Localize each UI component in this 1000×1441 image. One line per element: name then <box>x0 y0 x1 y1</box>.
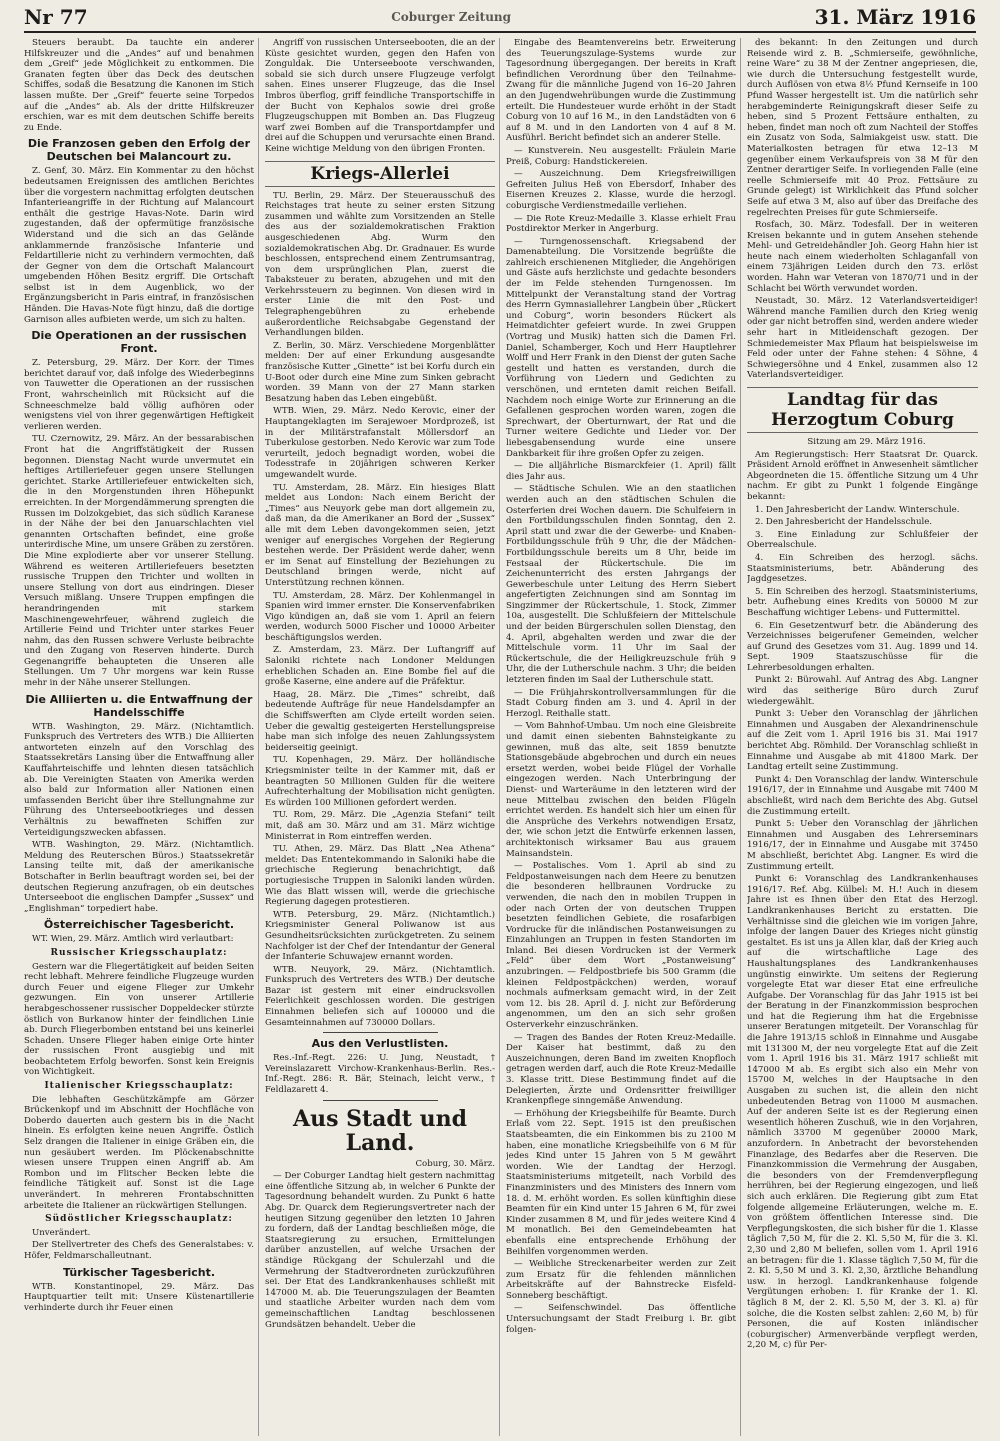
article-text: TU. Amsterdam, 28. März. Ein hiesiges Blatt meldet aus London: Nach einem Bericht der „Times“ aus Neuyork gebe man dort allgemein zu, daß man, da die Amerikaner an Bord der „Sussex“ alle mit dem Leben davongekommen seien, jetzt weniger auf energisches Vorgehen der Regierung bestehen werde. Der Präsident werde daher, wenn er im Senat auf Einstellung der Beziehungen zu Deutschland bringen werde, nicht auf Unterstützung rechnen können. <box>265 482 495 588</box>
section-divider <box>323 1100 438 1101</box>
article-text: WTB. Petersburg, 29. März. (Nichtamtlich.) Kriegsminister General Poliwanow ist aus Gesundheitsrücksichten zurückgetreten. Zu seinem Nachfolger ist der Chef der Intendantur der General der Infanterie Schuwajew ernannt worden. <box>265 909 495 963</box>
agenda-item: 5. Ein Schreiben des herzogl. Staatsministeriums, betr. Aufhebung eines Kredits von 50000 M zur Beschaffung wichtiger Lebens- und Futtermittel. <box>747 586 978 618</box>
headline-stadt-und-land: Aus Stadt und Land. <box>293 1105 467 1156</box>
article-text: Res.-Inf.-Regt. 226: U. Jung, Neustadt, † Vereinslazarett Virchow-Krankenhaus-Berlin. Res.-Inf.-Regt. 286: R. Bär, Steinach, leicht verw., † Feldlazarett 4. <box>265 1053 495 1096</box>
headline-merchant-ships: Die Alliierten u. die Entwaffnung der Handelsschiffe <box>25 692 253 719</box>
article-text: des bekannt: In den Zeitungen und durch Reisende wird z. B. „Schmierseife, gewöhnliche, reine Ware“ zu 38 M der Zentner angepriesen, die, wie durch die Untersuchung festgestellt wurde, durch Auflösen von etwa 8½ Pfund Kernseife in 100 Pfund Wasser hergestellt ist. Um die natürlich sehr herabgeminderte Reinigungskraft dieser Seife zu heben, sind 5 Prozent Fettsäure enthalten, zu heben, findet man noch oft zum Nachteil der Stoffes ein Zusatz von Soda, Salmiakgeist usw. statt. Die Materialkosten betragen für etwa 12–13 M gegenüber einem Verkaufspreis von 38 M für den Zentner derartiger Seife. In vorliegenden Falle (eine reelle Schmierseife mit 40 Proz. Fettsäure zu Grunde gelegt) ist Wirklichkeit das Pfund solcher Seife auf etwa 3 M, also auf über das Dreifache des regelrechten Preises für gute Schmierseife. <box>747 38 978 218</box>
article-text: — Städtische Schulen. Wie an den staatlichen werden auch an den städtischen Schulen die Osterferien drei Wochen dauern. Die Schulfeiern in den Fortbildungsschulen finden Sonntag, den 2. April statt und zwar die der Gewerbe- und Knaben-Fortbildungsschule früh 9 Uhr, die der Mädchen-Fortbildungsschule bereits um 8 Uhr, beide im Festsaal der Rückertschule. Die im Zeichenunterricht des ersten Jahrgangs der Gewerbeschule unter Leitung des Herrn Siebert angefertigten Zeichnungen sind am Sonntag im Singzimmer der Rückertschule, 1. Stock, Zimmer 10a, ausgestellt. Die Schlußfeiern der Mittelschule und der beiden Bürgerschulen sollen Dienstag, den 4. April, abgehalten werden und zwar die der Mittelschule vorm. 11 Uhr im Saal der Rückertschule, die der Heiligkreuzschule früh 9 Uhr, die der Lutherschule nachm. 3 Uhr; die beiden letzteren finden im Saal der Lutherschule statt. <box>506 484 736 686</box>
article-text: Punkt 5: Ueber den Voranschlag der jährlichen Einnahmen und Ausgaben des Lehrerseminars 1916/17, der in Einnahme und Ausgabe mit 37450 M abschließt, berichtet Abg. Langner. Es wird die Zustimmung erteilt. <box>747 819 978 872</box>
issue-date: 31. März 1916 <box>814 5 976 29</box>
article-text: — Erhöhung der Kriegsbeihilfe für Beamte. Durch Erlaß vom 22. Sept. 1915 ist den preußischen Staatsbeamten, die ein Einkommen bis zu 2100 M haben, eine monatliche Kriegsbeihilfe von 6 M für jedes Kind unter 15 Jahren von 5 M gewährt worden. Wie der Landtag der Herzogl. Staatsministeriums mitgeteilt, nach Vorbild des Finanzministers und des Ministers des Innern vom 18. d. M. erhöht worden. Es sollen künftighin diese Beamten für ein Kind unter 15 Jahren 6 M, für zwei Kinder zusammen 8 M, und für jedes weitere Kind 4 M monatlich. Bei den Gemeindebeamten hat ebenfalls eine entsprechende Erhöhung der Beihilfen vorgenommen werden. <box>506 1108 736 1257</box>
article-text: — Seifenschwindel. Das öffentliche Untersuchungsamt der Stadt Freiburg i. Br. gibt folgen- <box>506 1303 736 1335</box>
article-text: WTB. Neuyork, 29. März. (Nichtamtlich. Funkspruch des Vertreters des WTB.) Der deutsche Bazar ist gestern mit einer eindrucksvollen Feierlichkeit geschlossen worden. Die gestrigen Einnahmen beliefen sich auf 100000 und die Gesamteinnahmen auf 730000 Dollars. <box>265 964 495 1028</box>
agenda-item: 2. Den Jahresbericht der Handelsschule. <box>755 517 933 528</box>
article-text: Rosfach, 30. März. Todesfall. Der in weiteren Kreisen bekannte und in gutem Ansehen stehende Mehl- und Getreidehändler Joh. Georg Hahn hier ist heute nach einem wiederholten Schlaganfall von einem 73jährigen Leiden durch den 73. erlöst worden. Hahn war Veteran von 1870/71 und in der Schlacht bei Wörth verwundet worden. <box>747 220 978 294</box>
column-2 <box>265 38 500 1436</box>
article-text: Punkt 4: Den Voranschlag der landw. Winterschule 1916/17, der in Einnahme und Ausgabe mit 7400 M abschließt, wird nach dem Berichte des Abg. Gutsel die Zustimmung erteilt. <box>747 774 978 817</box>
subheading-russian-theatre: Russischer Kriegsschauplatz: <box>50 947 228 958</box>
article-text: Z. Genf, 30. März. Ein Kommentar zu den höchst bedeutsamen Ereignissen des amtlichen Berichtes über die vorgestern nachmittag erfolgten deutschen Infanterieangriffe in der Richtung auf Malancourt enthält die gestrige Havas-Note. Darin wird zugestanden, daß der opfermütige französische Widerstand und die sich an das Gelände anklammernde französische Infanterie und Feldartillerie nicht zu verhindern vermochten, daß der Gegner von dem die Ortschaft Malancourt umgebenden Höhen Besitz ergriff. Die Ortschaft selbst ist in dem Augenblick, wo der Ergänzungsbericht in Paris eintraf, in französischen Händen. Die Havas-Note fügt hinzu, daß die dortige Garnison alles aufbieten werde, um sich zu halten. <box>24 166 254 325</box>
article-text: WTB. Konstantinopel, 29. März. Das Hauptquartier teilt mit: Unsere Küstenartillerie verhinderte durch ihr Feuer einen <box>24 1281 254 1313</box>
article-text: Angriff von russischen Unterseebooten, die an der Küste gesichtet wurden, gegen den Hafen von Zonguldak. Die Unterseeboote verschwanden, sobald sie sich durch unsere Flugzeuge verfolgt sahen. Eines unserer Flugzeuge, das die Insel Imbros überflog, griff feindliche Transportschiffe in der Bucht von Kephalos sowie drei große Flugzeugschuppen mit Bomben an. Das Flugzeug warf zwei Bomben auf die Transportdampfer und drei auf die Schuppen und verursachte einen Brand. Keine wichtige Meldung von den übrigen Fronten. <box>265 38 495 154</box>
article-text: — Auszeichnung. Dem Kriegsfreiwilligen Gefreiten Julius Heß von Ebersdorf, Inhaber des Eisernen Kreuzes 2. Klasse, wurde die herzogl. coburgische Verdienstmedaille verliehen. <box>506 169 736 211</box>
article-text: Gestern war die Fliegertätigkeit auf beiden Seiten recht lebhaft. Mehrere feindliche Flugzeuge wurden durch Feuer und eigene Flieger zur Umkehr gezwungen. Ein von unserer Artillerie herabgeschossener russischer Doppeldecker stürzte östlich von Burkanow hinter der feindlichen Linie ab. Durch Fliegerbomben entstand bei uns keinerlei Schaden. Unsere Flieger haben einige Orte hinter der russischen Front ausgiebig und mit beobachtetem Erfolg beworfen. Sonst kein Ereignis von Wichtigkeit. <box>24 961 254 1078</box>
article-text: — Die alljährliche Bismarckfeier (1. April) fällt dies Jahr aus. <box>506 461 736 482</box>
article-text: Eingabe des Beamtenvereins betr. Erweiterung des Teuerungszulage-Systems wurde zur Tagesordnung übergegangen. Der bereits in Kraft befindlichen Verordnung über den Teilnahme-Zwang für die männliche Jugend von 16–20 Jahren an den Jugendwehrübungen wurde die Zustimmung erteilt. Die Hundesteuer wurde erhöht in der Stadt Coburg von 10 auf 16 M., in den Landstädten von 6 auf 8 M. und in den Landorten von 4 auf 8 M. Ausführl. Bericht befindet sich an anderer Stelle. <box>506 38 736 144</box>
article-text: WTB. Washington, 29. März. (Nichtamtlich. Meldung des Reuterschen Büros.) Staatssekretär Lansing teilte mit, daß der amerikanische Botschafter in Berlin beauftragt worden sei, bei der deutschen Regierung anzufragen, ob ein deutsches Unterseeboot die englischen Dampfer „Sussex“ und „Englishman“ torpediert habe. <box>24 840 254 914</box>
article-text: Steuers beraubt. Da tauchte ein anderer Hilfskreuzer und die „Andes“ auf und benahmen dem „Greif“ jede Möglichkeit zu entkommen. Die Granaten fegten über das Deck des deutschen Schiffes, sodaß die Besatzung die Kanonen im Stich lassen mußte. Der „Greif“ feuerte seine Torpedos auf die „Andes“ ab. Als der dritte Hilfskreuzer erschien, war es mit dem deutschen Schiffe bereits zu Ende. <box>24 38 254 133</box>
article-text: Unverändert. <box>32 1227 91 1238</box>
article-text: Z. Berlin, 30. März. Verschiedene Morgenblätter melden: Der auf einer Erkundung ausgesandte französische Kutter „Ginette“ ist bei Korfu durch ein U-Boot oder durch eine Mine zum Sinken gebracht worden. 39 Mann von der 27 Mann starken Besatzung haben das Leben eingebüßt. <box>265 340 495 404</box>
column-3 <box>506 38 741 1436</box>
article-text: Punkt 3: Ueber den Voranschlag der jährlichen Einnahmen und Ausgaben der Alexandrinenschule auf die Zeit vom 1. April 1916 bis 31. Mai 1917 berichtet Abg. Römhild. Der Voranschlag schließt in Einnahme und Ausgabe ab mit 41800 Mark. Der Landtag erteilt seine Zustimmung. <box>747 709 978 773</box>
headline-kriegs-allerlei: Kriegs-Allerlei <box>265 161 495 187</box>
article-text: Der Stellvertreter des Chefs des Generalstabes: v. Höfer, Feldmarschalleutnant. <box>24 1240 254 1261</box>
article-text: Am Regierungstisch: Herr Staatsrat Dr. Quarck. Präsident Arnold eröffnet in Anwesenheit sämtlicher Abgeordneten die 15. öffentliche Sitzung um 4 Uhr nachm. Er gibt zu Punkt 1 folgende Eingänge bekannt: <box>747 449 978 502</box>
masthead-name: Coburger Zeitung <box>391 10 512 24</box>
article-text: — Die Frühjahrskontrollversammlungen für die Stadt Coburg finden am 3. und 4. April in der Herzogl. Reithalle statt. <box>506 687 736 719</box>
article-text: TU. Rom, 29. März. Die „Agenzia Stefani“ teilt mit, daß am 30. März und am 31. März wichtige Ministerrat in Rom eintreffen werden. <box>265 810 495 842</box>
article-text: WT. Wien, 29. März. Amtlich wird verlautbart: <box>32 934 234 945</box>
article-text: Punkt 2: Bürowahl. Auf Antrag des Abg. Langner wird das seitherige Büro durch Zuruf wiedergewählt. <box>747 675 978 707</box>
subheading-southeast-theatre: Südöstlicher Kriegsschauplatz: <box>45 1214 233 1225</box>
article-text: — Die Rote Kreuz-Medaille 3. Klasse erhielt Frau Postdirektor Merker in Angerburg. <box>506 213 736 235</box>
column-4 <box>747 38 982 1436</box>
article-text: — Der Coburger Landtag hielt gestern nachmittag eine öffentliche Sitzung ab, in welcher 6 Punkte der Tagesordnung behandelt wurden. Zu Punkt 6 hatte Abg. Dr. Quarck dem Regierungsvertreter nach der heutigen Sitzung gegenüber den letzten 10 Jahren zu fordern, daß der Landtag beschließen möge, die Staatsregierung zu ersuchen, Ermittelungen darüber anzustellen, auf welche Ursachen der ständige Rückgang der Schulerzahl und die Vermehrung der Stadtverordneten zurückzuführen sei. Der Etat des Landkrankenhauses schließt mit 147000 M. ab. Die Teuerungszulagen der Beamten und staatliche Arbeiter wurden nach dem vom gemeinschaftlichen Landtag beschlossenen Grundsätzen behandelt. Ueber die <box>265 1171 495 1330</box>
article-text: TU. Berlin, 29. März. Der Steuerausschuß des Reichstages trat heute zu seiner ersten Sitzung zusammen und wählte zum Vorsitzenden an Stelle des aus der sozialdemokratischen Fraktion ausgeschiedenen Abg. Wurm den sozialdemokratischen Abg. Dr. Gradnauer. Es wurde beschlossen, entsprechend einem Zentrumsantrag, von dem ursprünglichen Plan, zuerst die Tabaksteuer zu beraten, abzugehen und mit den Verkehrssteuern zu beginnen. Von diesen wird in erster Linie die mit den Post- und Telegraphengebühren zu erhebende außerordentliche Reichsabgabe Gegenstand der Verhandlungen bilden. <box>265 190 495 339</box>
agenda-item: 1. Den Jahresbericht der Landw. Winterschule. <box>755 504 960 515</box>
article-text: — Weibliche Streckenarbeiter werden zur Zeit zum Ersatz für die fehlenden männlichen Arbeitskräfte auf der Bahnstrecke Eisfeld-Sonneberg beschäftigt. <box>506 1259 736 1301</box>
article-text: Neustadt, 30. März. 12 Vaterlandsverteidiger! Während manche Familien durch den Krieg wenig oder gar nicht betroffen sind, werden andere wieder sehr hart in Mitleidenschaft gezogen. Der Schmiedemeister Max Pflaum hat beispielsweise im Feld oder unter der Fahne stehen: 4 Söhne, 4 Schwiegersöhne und 4 Enkel, zusammen also 12 Vaterlandsverteidiger. <box>747 296 978 381</box>
issue-number: Nr 77 <box>24 5 88 29</box>
headline-austrian-report: Österreichischer Tagesbericht. <box>43 918 235 932</box>
headline-landtag-coburg: Landtag für das Herzogtum Coburg <box>747 387 978 433</box>
headline-russian-front: Die Operationen an der russischen Front. <box>31 329 247 356</box>
subheading-italian-theatre: Italienischer Kriegsschauplatz: <box>44 1081 234 1092</box>
article-text: — Turngenossenschaft. Kriegsabend der Damenabteilung. Die Vorsitzende begrüßte die zahlreich erschienenen Mitglieder, die Angehörigen und Gäste aufs herzlichste und gedachte besonders der im Felde stehenden Turngenossen. Im Mittelpunkt der Veranstaltung stand der Vortrag des Herrn Gymnasiallehrer Langbein über „Rückert und Coburg“, worin besonders Rückert als Heimatdichter gefeiert wurde. In zwei Gruppen (Vortrag und Musik) hatten sich die Damen Frl. Daniel, Schamberger, Koch und Herr Hauptlehrer Wolff und Herr Frank in den Dienst der guten Sache gestellt und hatten es verstanden, durch die Vorführung von Liedern und Gedichten zu verschönen, und ernteten damit reichen Beifall. Nachdem noch einige Worte zur Erinnerung an die Gefallenen gesprochen worden waren, zogen die Sprechwart, der Oberturnwart, der Rat und die Turner weitere Gedichte und Lieder vor. Der liebesgabensendung wurde eine unsere Dankbarkeit für ihre großen Opfer zu zeigen. <box>506 236 736 459</box>
agenda-item: 4. Ein Schreiben des herzogl. sächs. Staatsministeriums, betr. Abänderung des Jagdgesetzes. <box>747 552 978 585</box>
article-text: Die lebhaften Geschützkämpfe am Görzer Brückenkopf und im Abschnitt der Hochfläche von Doberdo dauerten auch gestern bis in die Nacht hinein. Es erfolgten keine neuen Angriffe. Östlich Selz drangen die Italiener in einige Gräben ein, die nun gesäubert werden. Im Plöckenabschnitte wiesen unsere Truppen einen Angriff ab. Am Rombon und im Flitscher Becken lebte die feindliche Tätigkeit auf. Sonst ist die Lage unverändert. In mehreren Frontabschnitten arbeitete die Italiener an rückwärtigen Stellungen. <box>24 1094 254 1211</box>
agenda-item: 3. Eine Einladung zur Schlußfeier der Oberrealschule. <box>747 529 978 551</box>
section-divider <box>323 1032 438 1033</box>
article-text: — Kunstverein. Neu ausgestellt: Fräulein Marie Preiß, Coburg: Handstickereien. <box>506 145 736 167</box>
article-text: Haag, 28. März. Die „Times“ schreibt, daß bedeutende Aufträge für neue Handelsdampfer an die Schiffswerften am Clyde erteilt worden seien. Ueber die gewaltig gesteigerten Herstellungspreise habe man sich infolge des neuen Zahlungssystem beiderseitig geeinigt. <box>265 689 495 753</box>
article-text: WTB. Wien, 29. März. Nedo Kerovic, einer der Hauptangeklagten im Serajewoer Mordprozeß, ist in der Militärstrafanstalt Möllersdorf an Tuberkulose gestorben. Nedo Kerovic war zum Tode verurteilt, jedoch begnadigt worden, wobei die Todesstrafe in 20jährigen schweren Kerker umgewandelt wurde. <box>265 406 495 480</box>
page-header <box>24 6 976 28</box>
article-text: Z. Amsterdam, 23. März. Der Luftangriff auf Saloniki richtete nach Londoner Meldungen erheblichen Schaden an. Eine Bombe fiel auf die große Kaserne, eine andere auf die Präfektur. <box>265 645 495 688</box>
dateline: Coburg, 30. März. <box>415 1158 495 1169</box>
article-text: TU. Amsterdam, 28. März. Der Kohlenmangel in Spanien wird immer ernster. Die Konservenfabriken Vigo kündigen an, daß sie vom 1. April an feiern werden, wodurch 5000 Fischer und 10000 Arbeiter beschäftigungslos werden. <box>265 590 495 643</box>
headline-turkish-report: Türkischer Tagesbericht. <box>62 1265 216 1279</box>
article-text: TU. Czernowitz, 29. März. An der bessarabischen Front hat die Angriffstätigkeit der Russen begonnen. Dienstag Nacht wurde unvermutet ein heftiges Artilleriefeuer gegen unsere Stellungen gerichtet. Starke Artilleriefeuer entwickelten sich, die in den Morgenstunden ihren Höhepunkt erreichten. In der Morgendämmerung sprengten die Russen im Dolzokgebiet, das sich südlich Karanese in der Nähe der bei den Januarschlachten viel genannten Ortschaften befindet, eine große unterirdische Mine, um unsere Gräben zu zerstören. Die Mine explodierte aber vor unserer Stellung. Während es weiteren Artilleriefeuers besetzten russische Truppen den Trichter und wollten in unsere Stellung von dort aus eindringen. Dieser Versuch mißlang. Unsere Truppen empfingen die herandringenden mit starkem Maschinengewehrfeuer, während zugleich die Artillerie Feind und Trichter unter starkes Feuer nahm, das den Russen schwere Verluste beibrachte und den Zugang von Reserven hinderte. Durch Gegenangriffe behaupteten die Unseren alle Stellungen. Um 7 Uhr morgens war kein Russe mehr in der Nähe unserer Stellungen. <box>24 434 255 689</box>
column-1 <box>24 38 259 1436</box>
agenda-item: 6. Ein Gesetzentwurf betr. die Abänderung des Verzeichnisses beigerufener Gemeinden, welcher auf Grund des Gesetzes vom 31. Aug. 1899 und 14. Sept. 1909 Staatszuschüsse für die Lehrerbesoldungen erhalten. <box>747 620 978 673</box>
article-text: Z. Petersburg, 29. März. Der Korr. der Times berichtet darauf vor, daß infolge des Wiederbeginns von Tauwetter die Operationen an der russischen Front, wahrscheinlich mit Rücksicht auf die Schneeschmelze bald völlig aufhören oder wenigstens viel von ihrer gegenwärtigen Heftigkeit verlieren werden. <box>24 358 254 432</box>
headline-casualty-lists: Aus den Verlustlisten. <box>311 1037 449 1051</box>
article-text: — Postalisches. Vom 1. April ab sind zu Feldpostanweisungen nach dem Heere zu benutzen die besonderen hellbraunen Vordrucke zu verwenden, die nach den in mobilen Truppen in oder nach Orten der von deutschen Truppen besetzten feindlichen Gebiete, die rosafarbigen Vordrucke für die inländischen Postanweisungen zu Einzahlungen an Truppen in festen Standorten im Inland. Bei diesen Vordrucken ist der Vermerk „Feld“ über dem Wort „Postanweisung“ anzubringen. — Feldpostbriefe bis 500 Gramm (die kleinen Feldpostpäckchen) werden, worauf nochmals aufmerksam gemacht wird, in der Zeit vom 12. bis 28. April d. J. nicht zur Beförderung angenommen, um den an sich sehr großen Osterverkehr einzuschränken. <box>506 861 736 1031</box>
header-rule <box>24 31 976 33</box>
article-text: WTB. Washington, 29. März. (Nichtamtlich. Funkspruch des Vertreters des WTB.) Die Alliierten antworteten einzeln auf den Vorschlag des Staatssekretärs Lansing über die Entwaffnung aller Kauffahrteischiffe und lehnten diesen tatsächlich ab. Die Vereinigten Staaten von Amerika werden also bald zur Information aller Nationen einen umfassenden Bericht über ihre Stellungnahme zur Führung des Unterseebootkrieges und dessen Verhältnis zu bewaffneten Schiffen zur Verteidigungszwecken abfassen. <box>24 721 254 838</box>
article-text: TU. Athen, 29. März. Das Blatt „Nea Athena“ meldet: Das Ententekommando in Saloniki habe die griechische Regierung benachrichtigt, daß portugiesische Truppen in Saloniki landen würden. Wie das Blatt wissen will, werde die griechische Regierung dagegen protestieren. <box>265 844 495 908</box>
session-date: Sitzung am 29. März 1916. <box>807 437 926 447</box>
columns <box>24 38 984 1436</box>
article-text: Punkt 6: Voranschlag des Landkrankenhauses 1916/17. Ref. Abg. Külbel: M. H.! Auch in diesem Jahre ist es Ihnen über den Etat des Herzogl. Landkrankenhauses Bericht zu erstatten. Die Verhältnisse sind die gleichen wie im vorigen Jahre, infolge der langen Dauer des Krieges nicht günstig gestaltet. Es ist uns ja Allen klar, daß der Krieg auch auf die wirtschaftliche Lage des Haushaltungsplanes des Landkrankenhauses ungünstig einwirkte. Um seitens der Regierung vorgelegte Etat war dieser Etat eine erfreuliche Aufgabe. Der Voranschlag für das Jahr 1915 ist bei der Beratung in der Finanzkommission besprochen und hat die Regierung ihm hat die Ergebnisse unserer Beratungen mitgeteilt. Der Voranschlag für die Jahre 1913/15 schloß in Einnahme und Ausgabe mit 131300 M, der neu vorgelegte Etat auf die Zeit vom 1. April 1916 bis 31. März 1917 schließt mit 147000 M ab. Es ergibt sich also ein Mehr von 15700 M, welches in der Hauptsache in den Ausgaben zu suchen ist, die allein den nicht unbedeutenden Betrag von 11000 M ausmachen. Auf der anderen Seite ist es der Regierung einen wesentlich höheren Zuschuß, wie in den Vorjahren, nämlich 33700 M gegenüber 20000 Mark, anzufordern. In Anbetracht der bevorstehenden Finanzlage, des Bedarfes aber die Reserven. Die Finanzkommission die Vermehrung der Ausgaben, die besonders von der Fremdenverpflegung herrühren, bei der Regierung eingezogen, und ließ sich auch erklären. Die Regierung gibt zum Etat folgende allgemeine Erläuterungen, welche m. E. von größtem öffentlichen Interesse sind. Die Verpflegungskosten, die sich bisher für die 1. Klasse täglich 7,50 M, für die 2. Kl. 5,50 M, für die 3. Kl. 2,30 und 2,80 M beliefen, sollen vom 1. April 1916 an betragen: für die 1. Klasse täglich 7,50 M, für die 2. Kl. 5,50 M und 3. Kl. 2,30, ärztliche Behandlung usw. in herzogl. Landkrankenhause folgende Vergütungen erhoben: I. für Kranke der 1. Kl. täglich 8 M, der 2. Kl. 5,50 M, der 3. Kl. a) für solche, die die Kosten selbst zahlen: 2,60 M, b) für Personen, die auf Kosten inländischer (coburgischer) Armenverbände verpflegt werden, 2,20 M, c) für Per- <box>747 874 978 1351</box>
headline-malancourt: Die Franzosen geben den Erfolg der Deutschen bei Malancourt zu. <box>27 137 251 164</box>
article-text: TU. Kopenhagen, 29. März. Der holländische Kriegsminister teilte in der Kammer mit, daß er beantragten 50 Millionen Gulden für die weitere Aufrechterhaltung der Mobilisation nicht genügten. Es würden 100 Millionen gefordert werden. <box>265 755 495 808</box>
article-text: — Vom Bahnhof-Umbau. Um noch eine Gleisbreite und damit einen siebenten Bahnsteigkante zu gewinnen, muß das alte, seit 1859 benutzte Stationsgebäude abgebrochen und durch ein neues ersetzt werden, wobei beide Flügel der Vorhalle eingezogen werden. Nach Unterbringung der Dienst- und Warteräume in den letzteren wird der neue Mittelbau zwischen den beiden Flügeln errichtet werden. Es handelt sich hier um einen für die Ansprüche des Verkehrs notwendigen Ersatz, der, wie schon jetzt die Entwürfe erkennen lassen, architektonisch wirksamer Bau aus grauem Mainsandstein. <box>506 721 736 859</box>
article-text: — Tragen des Bandes der Roten Kreuz-Medaille. Der Kaiser hat bestimmt, daß zu den Auszeichnungen, deren Band im zweiten Knopfloch getragen werden darf, auch die Rote Kreuz-Medaille 3. Klasse tritt. Diese Bestimmung findet auf die Delegierten, Ärzte und Ordensritter freiwilliger Krankenpflege sinngemäße Anwendung. <box>506 1032 736 1107</box>
